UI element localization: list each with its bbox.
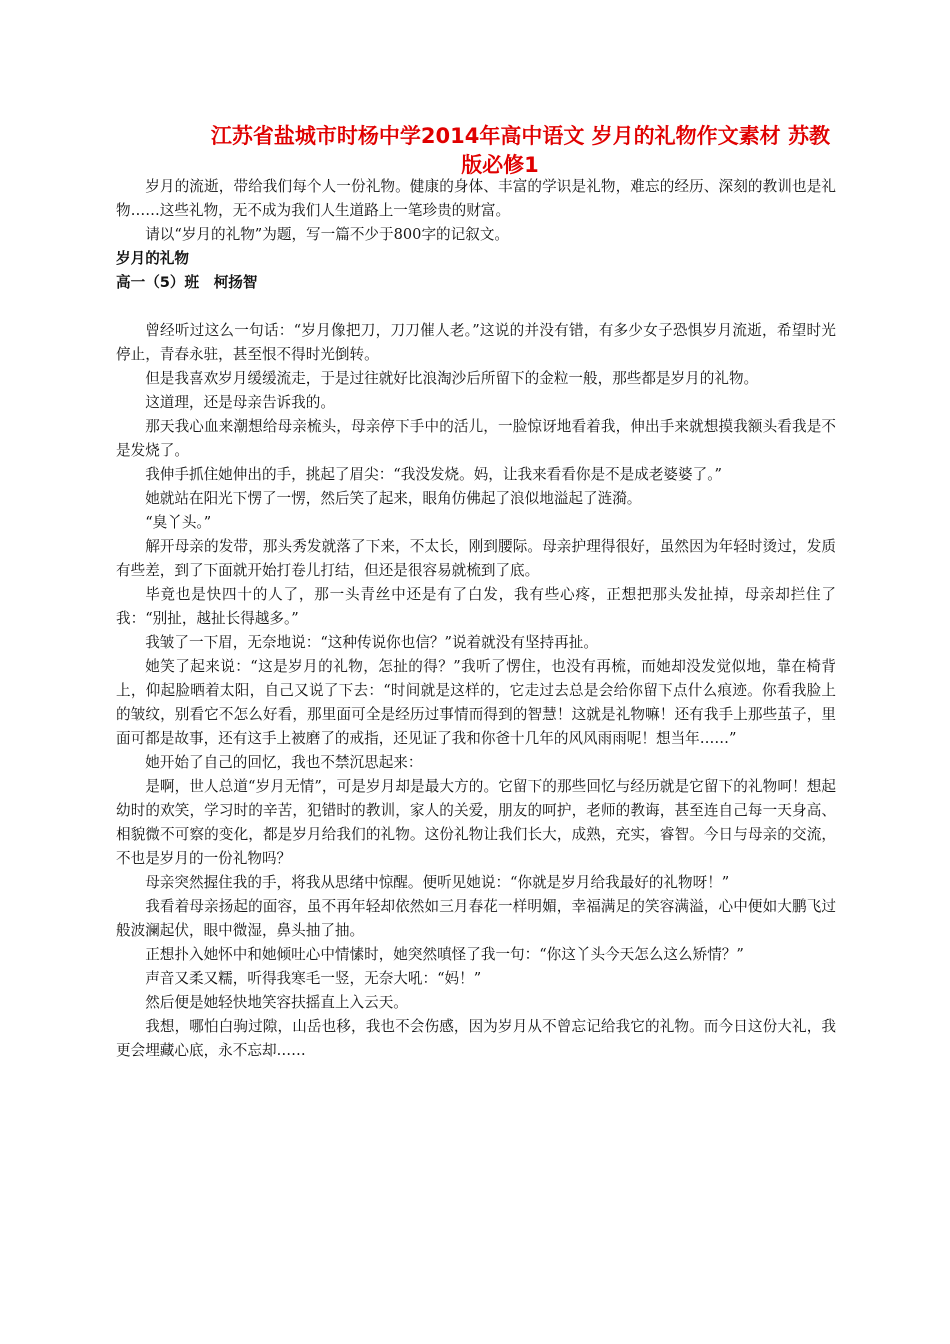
prompt-paragraph: 岁月的流逝，带给我们每个人一份礼物。健康的身体、丰富的学识是礼物，难忘的经历、深刻的教训也是礼物……这些礼物，无不成为我们人生道路上一笔珍贵的财富。 [116,178,836,219]
essay-paragraph: 曾经听过这么一句话：“岁月像把刀，刀刀催人老。”这说的并没有错，有多少女子恐惧岁月流逝，希望时光停止，青春永驻，甚至恨不得时光倒转。 [116,322,836,363]
essay-paragraph: 这道理，还是母亲告诉我的。 [145,394,335,411]
essay-paragraph: 她就站在阳光下愣了一愣，然后笑了起来，眼角仿佛起了浪似地溢起了涟漪。 [145,490,642,507]
prompt-section [116,175,836,319]
title-line-1: 江苏省盐城市时杨中学2014年高中语文 岁月的礼物作文素材 苏教 [210,124,830,148]
essay-paragraph: “臭丫头。” [145,514,212,531]
essay-paragraph: 母亲突然握住我的手，将我从思绪中惊醒。便听见她说：“你就是岁月给我最好的礼物呀！” [145,874,730,891]
essay-paragraph: 我看着母亲扬起的面容，虽不再年轻却依然如三月春花一样明媚，幸福满足的笑容满溢，心中便如大鹏飞过般波澜起伏，眼中微湿，鼻头抽了抽。 [116,898,836,939]
essay-paragraph: 那天我心血来潮想给母亲梳头，母亲停下手中的活儿，一脸惊讶地看着我，伸出手来就想摸我额头看我是不是发烧了。 [116,418,836,459]
essay-paragraph: 我皱了一下眉，无奈地说：“这种传说你也信？”说着就没有坚持再扯。 [145,634,598,651]
essay-paragraph: 她笑了起来说：“这是岁月的礼物，怎扯的得？”我听了愣住，也没有再梳，而她却没发觉似地，靠在椅背上，仰起脸晒着太阳，自己又说了下去：“时间就是这样的，它走过去总是会给你留下点什么痕迹。你看我脸上的皱纹，别看它不怎么好看，那里面可全是经历过事情而得到的智慧！这就是礼物嘛！还有我手上那些茧子，里面可都是故事，还有这手上被磨了的戒指，还见证了我和你爸十几年的风风雨雨呢！想当年……” [116,658,836,747]
essay-paragraph: 但是我喜欢岁月缓缓流走，于是过往就好比浪淘沙后所留下的金粒一般，那些都是岁月的礼物。 [145,370,759,387]
essay-body [116,319,836,1063]
essay-paragraph: 我想，哪怕白驹过隙，山岳也移，我也不会伤感，因为岁月从不曾忘记给我它的礼物。而今日这份大礼，我更会埋藏心底，永不忘却…… [116,1018,836,1059]
essay-paragraph: 毕竟也是快四十的人了，那一头青丝中还是有了白发，我有些心疼，正想把那头发扯掉，母亲却拦住了我：“别扯，越扯长得越多。” [116,586,836,627]
essay-paragraph: 然后便是她轻快地笑容扶摇直上入云天。 [145,994,408,1011]
essay-paragraph: 解开母亲的发带，那头秀发就落了下来，不太长，刚到腰际。母亲护理得很好，虽然因为年轻时烫过，发质有些差，到了下面就开始打卷儿打结，但还是很容易就梳到了底。 [116,538,836,579]
essay-title: 岁月的礼物 [116,250,189,267]
essay-paragraph: 正想扑入她怀中和她倾吐心中情愫时，她突然嗔怪了我一句：“你这丫头今天怎么这么矫情？” [145,946,744,963]
essay-author: 高一（5）班 柯扬智 [116,274,258,291]
essay-paragraph: 是啊，世人总道“岁月无情”，可是岁月却是最大方的。它留下的那些回忆与经历就是它留下的礼物呵！想起幼时的欢笑，学习时的辛苦，犯错时的教训，家人的关爱，朋友的呵护，老师的教诲，甚至连自己每一天身高、相貌微不可察的变化，都是岁月给我们的礼物。这份礼物让我们长大，成熟，充实，睿智。今日与母亲的交流，不也是岁月的一份礼物吗？ [116,778,836,867]
essay-paragraph: 声音又柔又糯，听得我寒毛一竖，无奈大吼：“妈！” [145,970,482,987]
essay-paragraph: 我伸手抓住她伸出的手，挑起了眉尖：“我没发烧。妈，让我来看看你是不是成老婆婆了。” [145,466,722,483]
prompt-paragraph: 请以“岁月的礼物”为题，写一篇不少于800字的记叙文。 [145,226,510,243]
title-line-2: 版必修1 [461,153,539,177]
essay-paragraph: 她开始了自己的回忆，我也不禁沉思起来： [145,754,423,771]
document-title [170,122,830,180]
